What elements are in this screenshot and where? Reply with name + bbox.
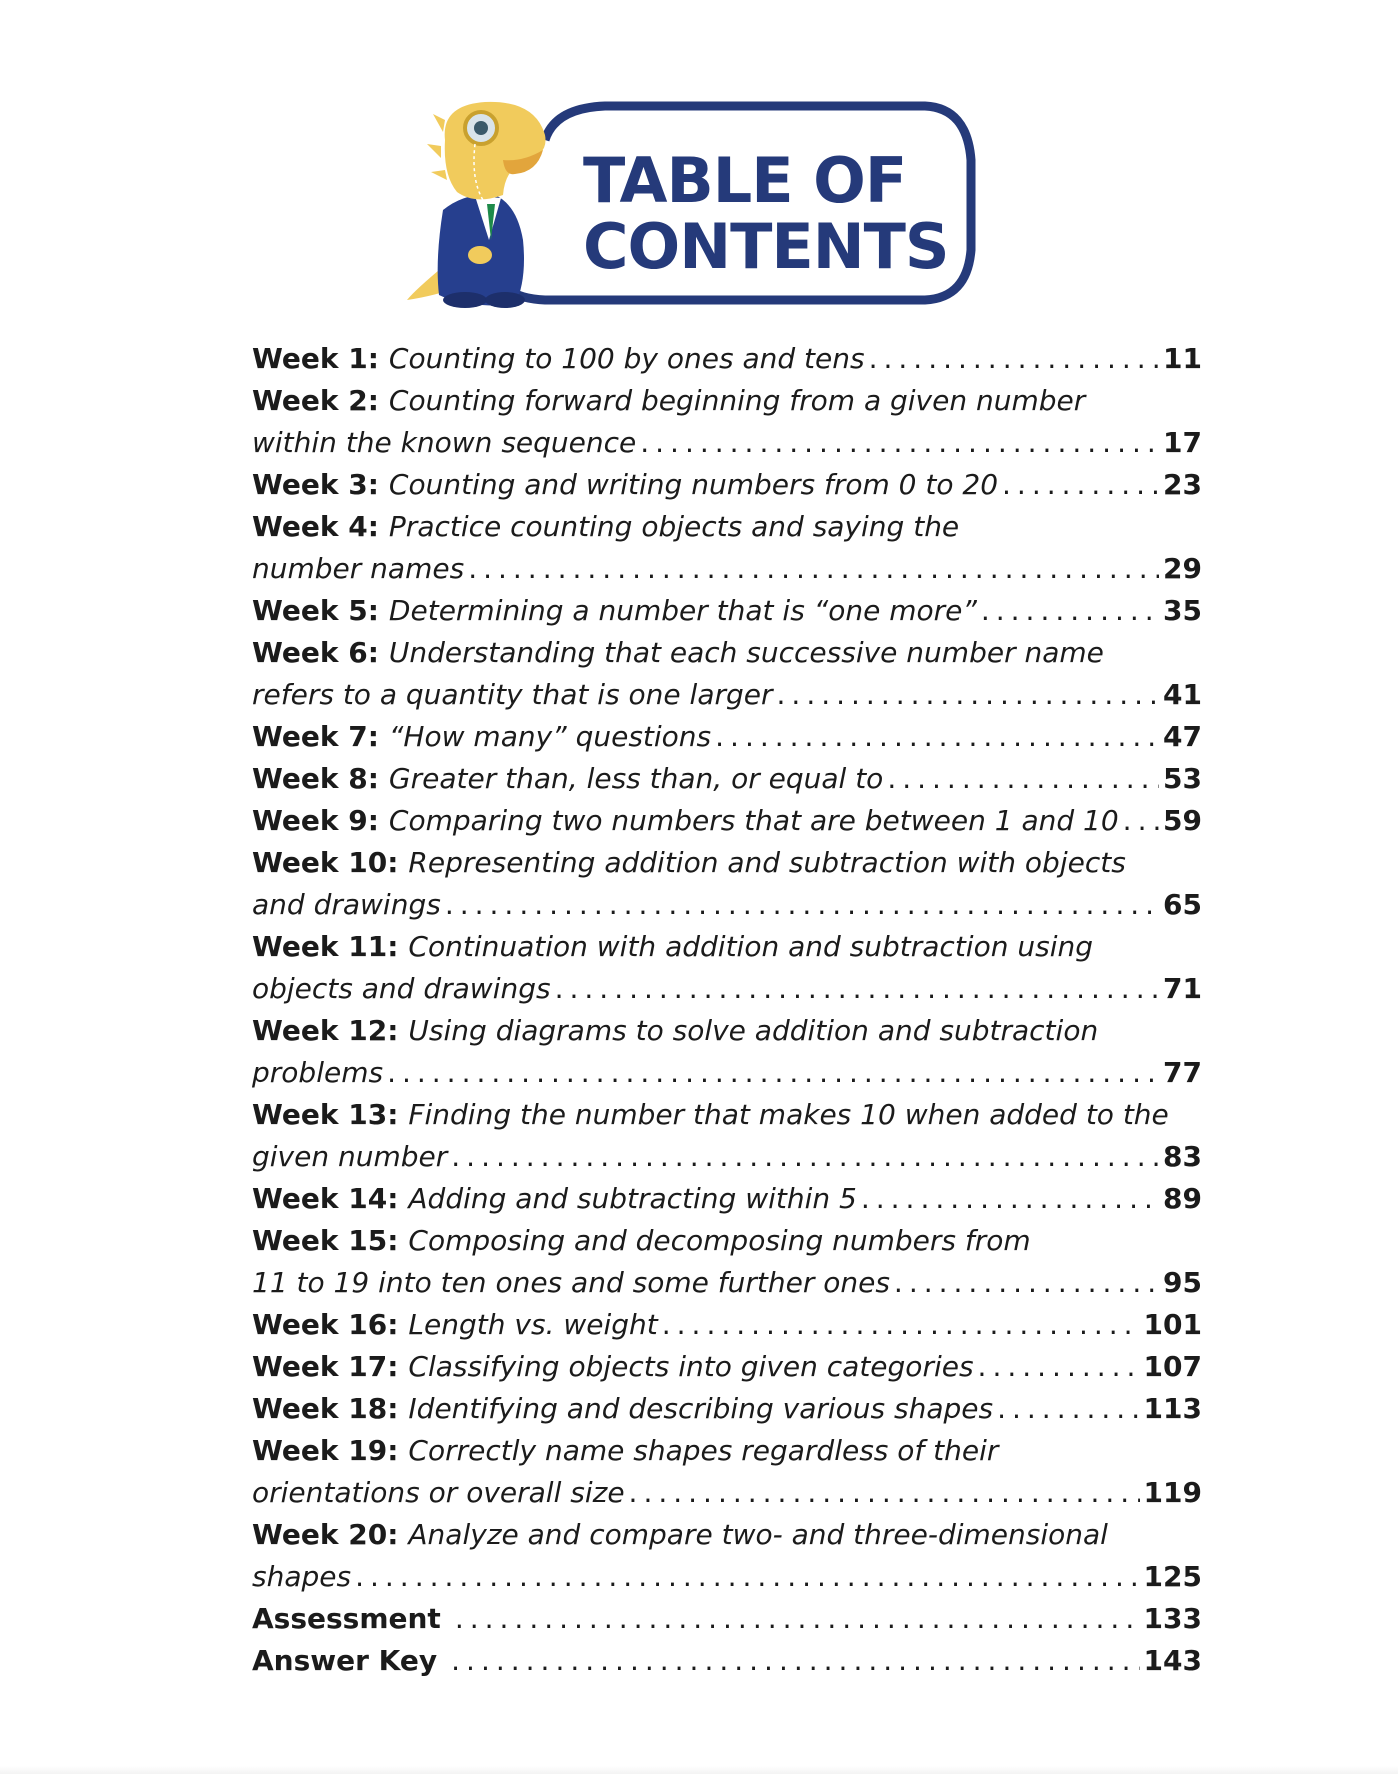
toc-entry-label: Week 5: bbox=[252, 594, 379, 627]
toc-line bbox=[252, 1094, 1202, 1136]
toc-entry-topic: number names bbox=[252, 552, 465, 585]
toc-page-number: 89 bbox=[1163, 1182, 1202, 1215]
dot-leader bbox=[861, 1178, 1159, 1220]
toc-entry-label: Week 2: bbox=[252, 384, 379, 417]
toc-line bbox=[252, 1052, 1202, 1094]
toc-entry[interactable] bbox=[252, 758, 1202, 800]
dot-leader bbox=[355, 1556, 1139, 1598]
dot-leader bbox=[640, 422, 1159, 464]
toc-entry[interactable] bbox=[252, 1010, 1202, 1094]
toc-line bbox=[252, 506, 1202, 548]
toc-entry[interactable] bbox=[252, 1430, 1202, 1514]
toc-header bbox=[405, 100, 985, 315]
toc-entry-topic: Continuation with addition and subtraction using bbox=[408, 930, 1093, 963]
toc-line bbox=[252, 968, 1202, 1010]
dot-leader bbox=[777, 674, 1160, 716]
toc-entry[interactable] bbox=[252, 1640, 1202, 1682]
dot-leader bbox=[468, 548, 1159, 590]
toc-entry[interactable] bbox=[252, 590, 1202, 632]
toc-page-number: 17 bbox=[1163, 426, 1202, 459]
dot-leader bbox=[715, 716, 1159, 758]
toc-line bbox=[252, 1598, 1202, 1640]
dot-leader bbox=[387, 1052, 1159, 1094]
toc-entry-topic: Determining a number that is “one more” bbox=[388, 594, 977, 627]
dot-leader bbox=[451, 1136, 1159, 1178]
toc-entry-label: Week 11: bbox=[252, 930, 399, 963]
toc-entry-topic: Comparing two numbers that are between 1 and 10 bbox=[388, 804, 1119, 837]
toc-line bbox=[252, 548, 1202, 590]
toc-entry[interactable] bbox=[252, 1178, 1202, 1220]
toc-entry-label: Week 18: bbox=[252, 1392, 399, 1425]
toc-entry-label: Week 17: bbox=[252, 1350, 399, 1383]
dot-leader bbox=[451, 1640, 1139, 1682]
toc-entry-topic: given number bbox=[252, 1140, 448, 1173]
toc-entry-label: Week 14: bbox=[252, 1182, 399, 1215]
dot-leader bbox=[1002, 464, 1159, 506]
toc-entry-topic: problems bbox=[252, 1056, 384, 1089]
dot-leader bbox=[662, 1304, 1140, 1346]
toc-line bbox=[252, 1640, 1202, 1682]
dot-leader bbox=[445, 884, 1159, 926]
toc-entry-topic: 11 to 19 into ten ones and some further ones bbox=[252, 1266, 890, 1299]
dot-leader bbox=[455, 1598, 1140, 1640]
toc-entry-label: Week 13: bbox=[252, 1098, 399, 1131]
toc-entry-label: Answer Key bbox=[252, 1644, 438, 1677]
toc-line bbox=[252, 926, 1202, 968]
dot-leader bbox=[887, 758, 1159, 800]
toc-entry[interactable] bbox=[252, 1388, 1202, 1430]
toc-entry-label: Week 15: bbox=[252, 1224, 399, 1257]
toc-entry[interactable] bbox=[252, 506, 1202, 590]
toc-page-number: 101 bbox=[1143, 1308, 1202, 1341]
toc-page-number: 133 bbox=[1143, 1602, 1202, 1635]
toc-line bbox=[252, 758, 1202, 800]
toc-entry-topic: objects and drawings bbox=[252, 972, 551, 1005]
toc-entry[interactable] bbox=[252, 464, 1202, 506]
toc-entry-label: Week 12: bbox=[252, 1014, 399, 1047]
toc-line bbox=[252, 1472, 1202, 1514]
toc-entry-topic: Classifying objects into given categories bbox=[408, 1350, 974, 1383]
toc-entry-topic: Identifying and describing various shapes bbox=[408, 1392, 994, 1425]
toc-line bbox=[252, 380, 1202, 422]
toc-line bbox=[252, 1304, 1202, 1346]
toc-page-number: 113 bbox=[1143, 1392, 1202, 1425]
toc-entry[interactable] bbox=[252, 800, 1202, 842]
toc-entry-topic: Length vs. weight bbox=[408, 1308, 658, 1341]
toc-entry-topic: Correctly name shapes regardless of their bbox=[408, 1434, 999, 1467]
toc-entry-label: Week 4: bbox=[252, 510, 379, 543]
toc-line bbox=[252, 632, 1202, 674]
dot-leader bbox=[869, 338, 1159, 380]
title-line-1: TABLE OF bbox=[583, 144, 907, 217]
toc-entry-label: Week 8: bbox=[252, 762, 379, 795]
dot-leader bbox=[555, 968, 1159, 1010]
toc-entry-topic: Adding and subtracting within 5 bbox=[408, 1182, 857, 1215]
toc-entry[interactable] bbox=[252, 380, 1202, 464]
toc-entry-label: Week 3: bbox=[252, 468, 379, 501]
toc-page-number: 65 bbox=[1163, 888, 1202, 921]
toc-entry-topic: orientations or overall size bbox=[252, 1476, 625, 1509]
table-of-contents bbox=[252, 338, 1202, 1682]
toc-entry-topic: and drawings bbox=[252, 888, 441, 921]
toc-page-number: 53 bbox=[1163, 762, 1202, 795]
dot-leader bbox=[1123, 800, 1159, 842]
toc-entry[interactable] bbox=[252, 1094, 1202, 1178]
toc-page-number: 77 bbox=[1163, 1056, 1202, 1089]
toc-entry-topic: Composing and decomposing numbers from bbox=[408, 1224, 1031, 1257]
toc-page-number: 29 bbox=[1163, 552, 1202, 585]
toc-entry-label: Week 7: bbox=[252, 720, 379, 753]
toc-entry-topic: Practice counting objects and saying the bbox=[388, 510, 960, 543]
toc-entry[interactable] bbox=[252, 1220, 1202, 1304]
toc-line bbox=[252, 1010, 1202, 1052]
toc-entry[interactable] bbox=[252, 632, 1202, 716]
toc-entry-topic: Understanding that each successive number name bbox=[388, 636, 1104, 669]
toc-page-number: 95 bbox=[1163, 1266, 1202, 1299]
toc-line bbox=[252, 1430, 1202, 1472]
dot-leader bbox=[978, 1346, 1140, 1388]
toc-page-number: 47 bbox=[1163, 720, 1202, 753]
toc-entry-label: Assessment bbox=[252, 1602, 441, 1635]
toc-entry-topic: within the known sequence bbox=[252, 426, 637, 459]
toc-line bbox=[252, 1346, 1202, 1388]
toc-entry-topic: Greater than, less than, or equal to bbox=[388, 762, 884, 795]
toc-line bbox=[252, 1178, 1202, 1220]
toc-line bbox=[252, 1220, 1202, 1262]
title-line-2: CONTENTS bbox=[583, 210, 949, 283]
toc-entry-topic: refers to a quantity that is one larger bbox=[252, 678, 773, 711]
dot-leader bbox=[981, 590, 1159, 632]
toc-entry[interactable] bbox=[252, 1514, 1202, 1598]
toc-entry-topic: “How many” questions bbox=[388, 720, 712, 753]
toc-entry-label: Week 9: bbox=[252, 804, 379, 837]
toc-line bbox=[252, 1388, 1202, 1430]
page-edge bbox=[0, 1766, 1398, 1774]
toc-page-number: 41 bbox=[1163, 678, 1202, 711]
toc-entry-label: Week 20: bbox=[252, 1518, 399, 1551]
toc-entry-label: Week 6: bbox=[252, 636, 379, 669]
dot-leader bbox=[894, 1262, 1159, 1304]
toc-line bbox=[252, 1262, 1202, 1304]
toc-line bbox=[252, 716, 1202, 758]
toc-entry-label: Week 1: bbox=[252, 342, 379, 375]
toc-line bbox=[252, 422, 1202, 464]
page-title bbox=[583, 144, 949, 283]
toc-entry-label: Week 19: bbox=[252, 1434, 399, 1467]
toc-line bbox=[252, 1556, 1202, 1598]
toc-entry[interactable] bbox=[252, 1346, 1202, 1388]
toc-entry-topic: Finding the number that makes 10 when added to the bbox=[408, 1098, 1169, 1131]
toc-entry-topic: Counting to 100 by ones and tens bbox=[388, 342, 865, 375]
toc-entry-topic: shapes bbox=[252, 1560, 352, 1593]
toc-page-number: 71 bbox=[1163, 972, 1202, 1005]
toc-entry[interactable] bbox=[252, 842, 1202, 926]
toc-entry-topic: Analyze and compare two- and three-dimensional bbox=[408, 1518, 1108, 1551]
toc-page-number: 107 bbox=[1143, 1350, 1202, 1383]
toc-entry[interactable] bbox=[252, 926, 1202, 1010]
toc-entry[interactable] bbox=[252, 716, 1202, 758]
toc-line bbox=[252, 464, 1202, 506]
dot-leader bbox=[629, 1472, 1140, 1514]
toc-page-number: 23 bbox=[1163, 468, 1202, 501]
toc-page-number: 83 bbox=[1163, 1140, 1202, 1173]
toc-line bbox=[252, 884, 1202, 926]
toc-entry-topic: Using diagrams to solve addition and subtraction bbox=[408, 1014, 1099, 1047]
toc-page-number: 119 bbox=[1143, 1476, 1202, 1509]
toc-entry[interactable] bbox=[252, 1304, 1202, 1346]
toc-line bbox=[252, 1136, 1202, 1178]
toc-page-number: 143 bbox=[1143, 1644, 1202, 1677]
toc-line bbox=[252, 842, 1202, 884]
toc-entry-topic: Counting and writing numbers from 0 to 20 bbox=[388, 468, 999, 501]
toc-entry-label: Week 16: bbox=[252, 1308, 399, 1341]
toc-line bbox=[252, 1514, 1202, 1556]
toc-line bbox=[252, 674, 1202, 716]
toc-page-number: 35 bbox=[1163, 594, 1202, 627]
toc-page-number: 59 bbox=[1163, 804, 1202, 837]
toc-entry-label: Week 10: bbox=[252, 846, 399, 879]
toc-line bbox=[252, 590, 1202, 632]
toc-entry[interactable] bbox=[252, 338, 1202, 380]
toc-entry[interactable] bbox=[252, 1598, 1202, 1640]
toc-page-number: 11 bbox=[1163, 342, 1202, 375]
toc-entry-topic: Representing addition and subtraction with objects bbox=[408, 846, 1126, 879]
dot-leader bbox=[997, 1388, 1139, 1430]
toc-entry-topic: Counting forward beginning from a given number bbox=[388, 384, 1086, 417]
toc-line bbox=[252, 338, 1202, 380]
toc-page-number: 125 bbox=[1143, 1560, 1202, 1593]
toc-line bbox=[252, 800, 1202, 842]
